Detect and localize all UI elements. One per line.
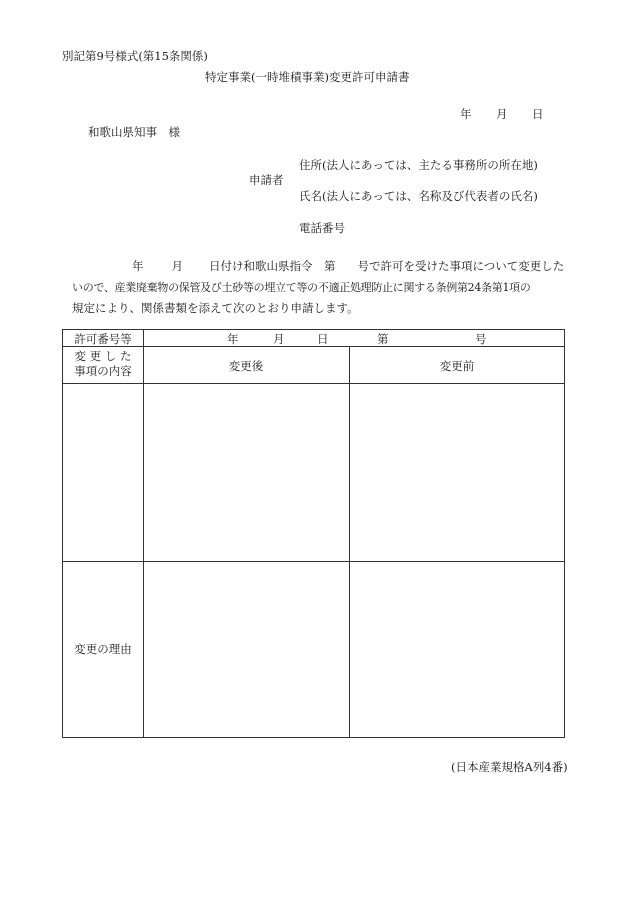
form-title: 特定事業(一時堆積事業)変更許可申請書: [205, 70, 410, 84]
permit-month: 月: [273, 332, 285, 346]
addressee: 和歌山県知事 様: [88, 125, 180, 139]
after-change-content[interactable]: [144, 384, 349, 738]
statement-line-1: [72, 256, 568, 277]
date-year: 年: [460, 107, 472, 121]
applicant-name: 氏名(法人にあっては、名称及び代表者の氏名): [299, 189, 538, 203]
applicant-phone: 電話番号: [299, 221, 345, 235]
statement-line-3: 規定により、関係書類を添えて次のとおり申請します。: [72, 301, 359, 315]
permit-number-label: 許可番号等: [74, 332, 132, 346]
change-table: [62, 329, 565, 738]
changed-items-label-line-2: 事項の内容: [74, 364, 132, 378]
date-month: 月: [496, 107, 508, 121]
paper-size-note: (日本産業規格A列4番): [451, 760, 568, 774]
permit-year: 年: [227, 332, 239, 346]
change-reason-label: 変更の理由: [74, 642, 132, 656]
statement-month: 月: [171, 259, 183, 273]
statement-line-2: いので、産業廃棄物の保管及び土砂等の埋立て等の不適正処理防止に関する条例第24条第1項の: [72, 281, 531, 294]
before-change-header: 変更前: [439, 359, 475, 373]
after-change-header: 変更後: [228, 359, 264, 373]
permit-dai: 第: [377, 332, 389, 346]
statement-text-2: 号で許可を受けた事項について変更した: [357, 259, 565, 273]
applicant-address: 住所(法人にあっては、主たる事務所の所在地): [299, 158, 538, 172]
applicant-label: 申請者: [249, 173, 284, 187]
statement-year: 年: [132, 259, 144, 273]
before-change-content[interactable]: [350, 384, 565, 738]
statement-text-1: 日付け和歌山県指令 第: [209, 259, 336, 273]
permit-go: 号: [475, 332, 487, 346]
date-day: 日: [532, 107, 544, 121]
form-reference: 別記第9号様式(第15条関係): [62, 49, 208, 63]
changed-items-label: [63, 349, 143, 379]
permit-day: 日: [317, 332, 329, 346]
application-statement: [72, 256, 568, 319]
changed-items-label-line-1: 変 更 し た: [74, 349, 132, 363]
